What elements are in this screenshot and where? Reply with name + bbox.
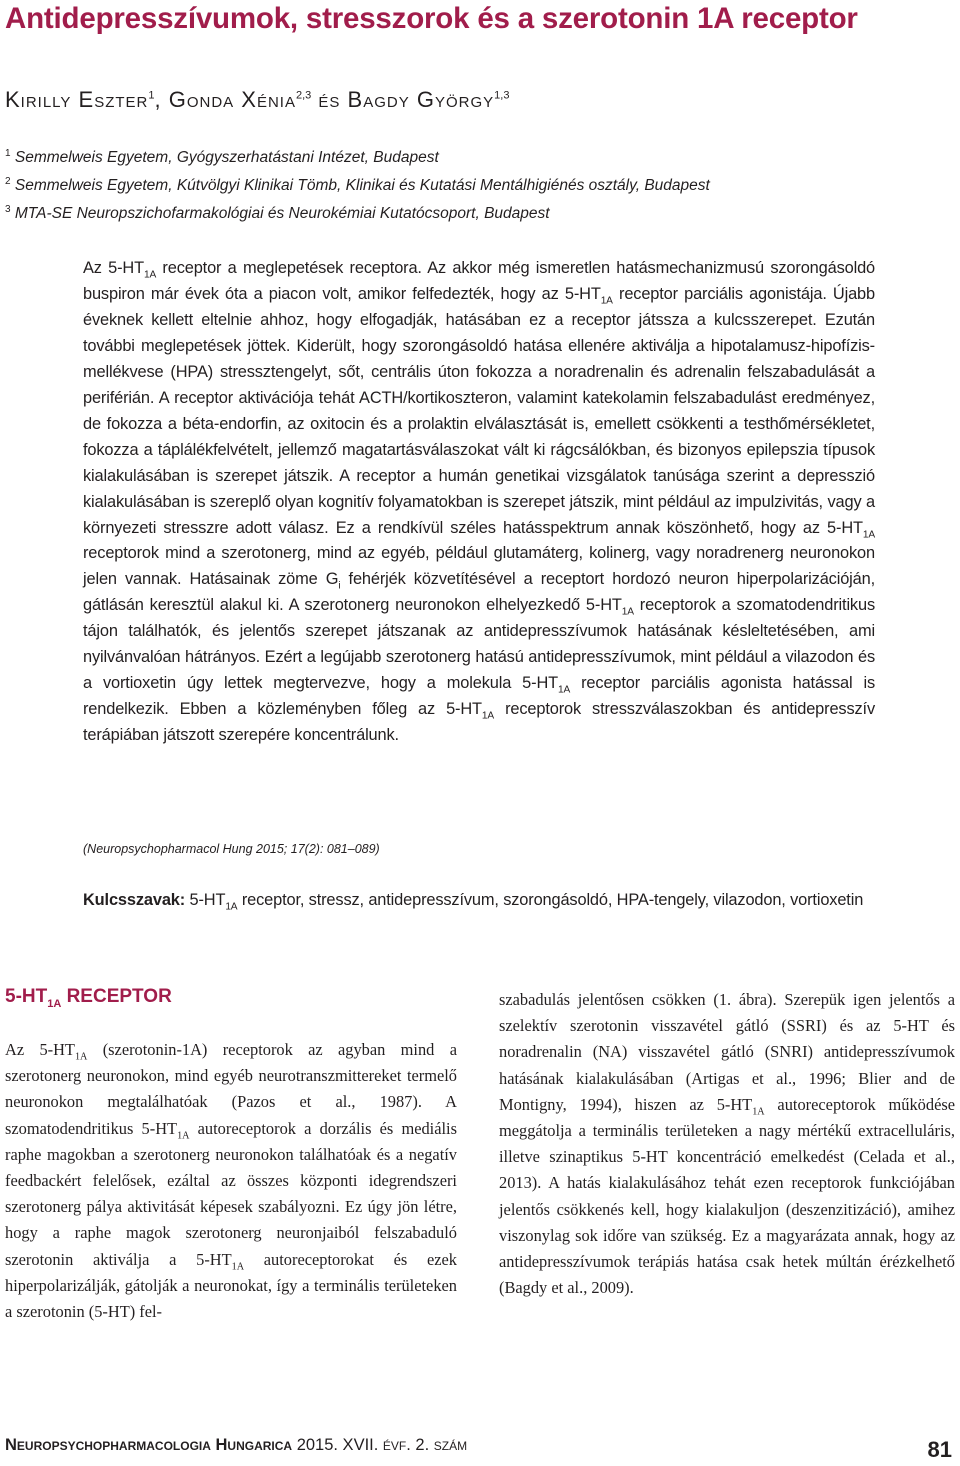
page-number: 81 bbox=[927, 1437, 952, 1462]
affiliation-num: 2 bbox=[5, 175, 11, 187]
author-name: Gonda Xénia bbox=[168, 87, 296, 112]
affiliation-num: 3 bbox=[5, 203, 11, 215]
section-heading: $5-HT_{1A}$ RECEPTOR bbox=[5, 986, 172, 1010]
author-affil-sup: 2,3 bbox=[295, 89, 312, 102]
author-list: Kirilly Eszter$^1$, Gonda Xénia$^{2,3}$ és Bagdy György$^{1,3}$ bbox=[5, 87, 510, 112]
keywords-label: Kulcsszavak: bbox=[83, 891, 186, 909]
affiliation-text: MTA-SE Neuropszichofarmakológiai és Neurokémiai Kutatócsoport, Budapest bbox=[14, 204, 550, 222]
affiliations bbox=[5, 142, 710, 226]
article-title: Antidepresszívumok, stresszorok és a szerotonin 1A receptor bbox=[5, 2, 858, 35]
affiliation bbox=[5, 198, 710, 226]
affiliation bbox=[5, 170, 710, 198]
affiliation-text: Semmelweis Egyetem, Gyógyszerhatástani Intézet, Budapest bbox=[14, 149, 439, 167]
author-affil-sup: 1 bbox=[148, 89, 155, 102]
body-column-left bbox=[5, 1037, 457, 1325]
keywords: Kulcsszavak: $5-HT_{1A}$ receptor, stressz, antidepresszívum, szorongásoldó, HPA-tengely, vilazodon, vortioxetin bbox=[83, 891, 864, 913]
body-column-right bbox=[499, 987, 955, 1301]
abstract bbox=[83, 256, 875, 749]
abstract-text: Az $5-HT_{1A}$ receptor a meglepetések receptora. Az akkor még ismeretlen hatásmechanizmusú szorongásoldó buspiron már évek óta a piacon volt, amikor felfedezték, hogy az $5-HT_{1A}$ receptor parciális agonistája. Újabb éveknek kellett eltelnie ahhoz, hogy elfogadják, hatásában ez a receptor játssza a kulcsszerepet. Ezután további meglepetések jöttek. Kiderült, hogy szorongásoldó hatása ellenére aktiválja a hipotalamusz-hipofízis-mellékvese (HPA) stressztengelyt, sőt, centrális úton fokozza a noradrenalin és adrenalin felszabadulását a periférián. A receptor aktivációja tehát ACTH/kortikoszteron, valamint katekolamin felszabadulást eredményez, de fokozza a béta-endorfin, az oxitocin és a prolaktin elválasztását is, emellett csökkenti a testhőmérsékletet, fokozza a táplálékfelvételt, jellemző magatartásválaszokat vált ki rágcsálókban, és bizonyos epilepszia típusok kialakulásában is szerepet játszik. A receptor a humán genetikai vizsgálatok tanúsága szerint a depresszió kialakulásában is szereplő olyan kognitív folyamatokban is szerepet játszik, mint például az impulzivitás, vagy a környezeti stresszre adott válasz. Ez a rendkívül széles hatásspektrum annak köszönhető, hogy az $5-HT_{1A}$ receptorok mind a szerotonerg, mind az egyéb, például glutamáterg, kolinerg, vagy noradrenerg neuronokon jelen vannak. Hatásainak zöme $G_i$ fehérjék közvetítésével a receptort hordozó neuron hiperpolarizációján, gátlásán keresztül alakul ki. A szerotonerg neuronokon elhelyezkedő $5-HT_{1A}$ receptorok a szomatodendritikus tájon találhatók, és jelentős szerepet játszanak az antidepresszívumok hatásának késleltetésében, ami nyilvánvalóan hátrányos. Ezért a legújabb szerotonerg hatású antidepresszívumok, mint például a vilazodon és a vortioxetin úgy lettek megtervezve, hogy a molekula $5-HT_{1A}$ receptor parciális agonista hatással is rendelkezik. Ebben a közleményben főleg az $5-HT_{1A}$ receptorok stresszválaszokban és antidepresszív terápiában játszott szerepére koncentrálunk. bbox=[83, 259, 875, 745]
affiliation-num: 1 bbox=[5, 148, 11, 159]
body-paragraph: Az $5-HT_{1A}$ (szerotonin-1A) receptorok az agyban mind a szerotonerg neuronokon, mind egyéb neurotranszmittereket termelő neuronokon megtalálhatóak (Pazos et al., 1987). A szomatodendritikus $5-HT_{1A}$ autoreceptorok a dorzális és mediális raphe magokban a szerotonerg neuronokon találhatóak és a negatív feedbackért felelősek, ezáltal az összes központi idegrendszeri szerotonerg pálya aktivitását képesek szabályozni. Ez úgy jön létre, hogy a raphe magok szerotonerg neuronjaiból felszabaduló szerotonin aktiválja a $5-HT_{1A}$ autoreceptorokat és ezek hiperpolarizálják, gátolják a neuronokat, így a terminális területeken a szerotonin (5-HT) fel- bbox=[5, 1040, 458, 1322]
affiliation-text: Semmelweis Egyetem, Kútvölgyi Klinikai Tömb, Klinikai és Kutatási Mentálhigiénés osztály, Budapest bbox=[14, 177, 710, 195]
affiliation bbox=[5, 142, 710, 170]
footer-journal bbox=[5, 1436, 467, 1455]
journal-name: Neuropsychopharmacologia Hungarica bbox=[5, 1436, 293, 1454]
body-paragraph: szabadulás jelentősen csökken (1. ábra). Szerepük igen jelentős a szelektív szerotonin visszavétel gátló (SSRI) és az 5-HT és noradrenalin (NA) visszavétel gátló (SNRI) antidepresszívumok hatásának kialakulásában (Artigas et al., 1996; Blier and de Montigny, 1994), hiszen az $5-HT_{1A}$ autoreceptorok működése meggátolja a terminális területeken a nagy mértékű extracelluláris, illetve szinaptikus 5-HT koncentráció emelkedést (Celada et al., 2013). A hatás kialakulásához tehát ezen receptorok funkciójában jelentős csökkenés kell, hogy kialakuljon (deszenzitizáció), amihez viszonylag sok időre van szükség. Ez a magyarázata annak, hogy az antidepresszívumok terápiás hatása csak hetek múltán érézkelhető (Bagdy et al., 2009). bbox=[499, 990, 956, 1298]
author-and: és bbox=[318, 87, 341, 112]
citation: (Neuropsychopharmacol Hung 2015; 17(2): 081–089) bbox=[83, 842, 380, 856]
author-affil-sup: 1,3 bbox=[494, 89, 510, 102]
author-name: Bagdy György bbox=[347, 87, 495, 112]
journal-issue: 2015. XVII. évf. 2. szám bbox=[296, 1436, 468, 1454]
author-name: Kirilly Eszter bbox=[5, 87, 149, 112]
